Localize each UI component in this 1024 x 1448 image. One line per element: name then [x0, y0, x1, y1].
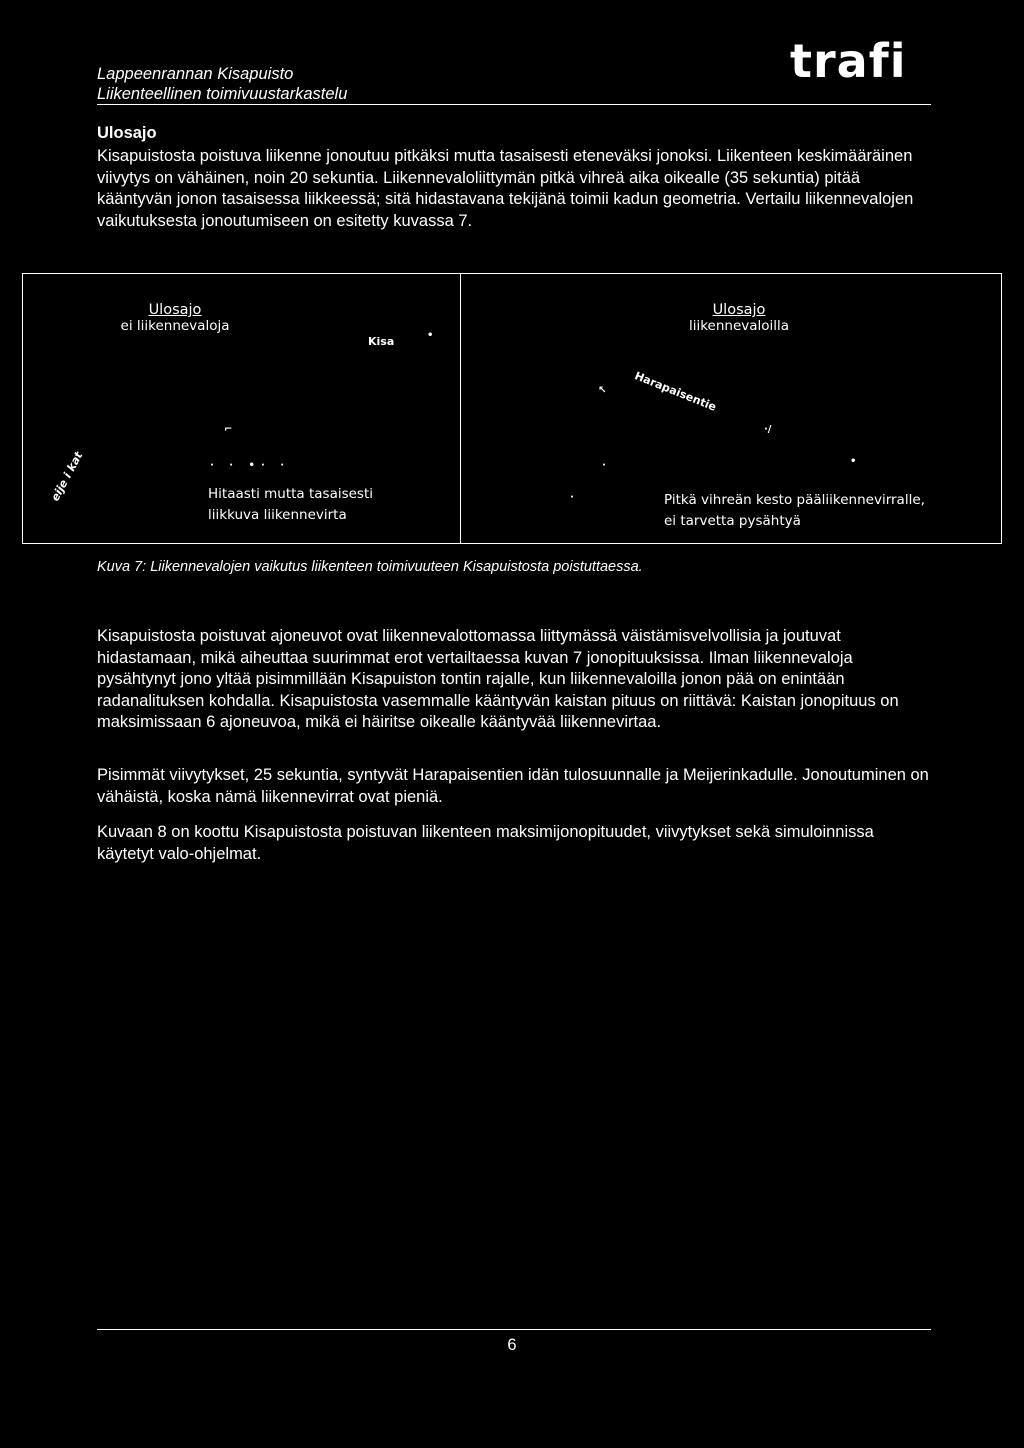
paragraph-1: Kisapuistosta poistuvat ajoneuvot ovat liikennevalottomassa liittymässä väistämisvelvollisia ja joutuvat hidastamaan, mikä aiheuttaa suurimmat erot vertailtaessa kuvan 7 jonopituuksissa. Ilman liikennevaloja pysähtynyt jono yltää pisimmillään Kisapuiston tontin rajalle, kun liikennevaloilla jonon pää on enintään radanalituksen kohdalla. Kisapuistosta vasemmalle kääntyvän kaistan pituus on riittävä: Kaistan jonopituus on maksimissaan 6 ajoneuvoa, mikä ei häiritse oikealle kääntyvää liikennevirtaa.: [97, 627, 899, 732]
figure-caption: Kuva 7: Liikennevalojen vaikutus liikenteen toimivuuteen Kisapuistosta poistuttaessa.: [97, 559, 643, 575]
map-mark-right4: ·: [570, 492, 574, 503]
left-panel-title: Ulosajo: [148, 302, 202, 318]
map-road-fragment-right2: ·/: [764, 424, 772, 435]
header-rule: [97, 104, 931, 105]
footer-rule: [97, 1329, 931, 1330]
left-note-line1: Hitaasti mutta tasaisesti: [208, 486, 374, 502]
page-number: 6: [507, 1336, 517, 1354]
header-title: Lappeenrannan Kisapuisto: [97, 65, 294, 83]
map-marker-dot-right: •: [850, 456, 857, 467]
right-note-line2: ei tarvetta pysähtyä: [664, 513, 801, 529]
map-mark-right3: ·: [602, 460, 606, 471]
left-panel-heading: [90, 302, 260, 334]
map-label-kisa: Kisa: [368, 335, 395, 348]
header-subtitle: Liikenteellinen toimivuustarkastelu: [97, 85, 348, 103]
trafi-logo: trafi: [790, 34, 907, 88]
left-note-line2: liikkuva liikennevirta: [208, 507, 347, 523]
map-road-fragment: ⌐: [224, 424, 233, 435]
left-panel-subtitle: ei liikennevaloja: [120, 318, 230, 334]
map-street-label-left: eije i kat: [48, 449, 86, 504]
right-panel-heading: [654, 302, 824, 334]
left-panel-note: [208, 484, 373, 526]
map-street-label-right: Harapaisentie: [632, 369, 719, 414]
map-road-dots: · · •· ·: [210, 460, 291, 471]
map-road-fragment-right: ↖: [598, 385, 607, 396]
figure-divider: [460, 273, 461, 544]
right-panel-title: Ulosajo: [712, 302, 766, 318]
paragraph-2: Pisimmät viivytykset, 25 sekuntia, syntyvät Harapaisentien idän tulosuunnalle ja Meijerinkadulle. Jonoutuminen on vähäistä, koska nämä liikennevirrat ovat pieniä.: [97, 766, 929, 806]
right-panel-subtitle: liikennevaloilla: [688, 318, 790, 334]
section-paragraph: Kisapuistosta poistuva liikenne jonoutuu pitkäksi mutta tasaisesti eteneväksi jonoksi. Liikenteen keskimääräinen viivytys on vähäinen, noin 20 sekuntia. Liikennevaloliittymän pitkä vihreä aika oikealle (35 sekuntia) pitää kääntyvän jonon tasaisessa liikkeessä; sitä hidastavana tekijänä toimii kadun geometria. Vertailu liikennevalojen vaikutuksesta jonoutumiseen on esitetty kuvassa 7.: [97, 147, 914, 230]
right-note-line1: Pitkä vihreän kesto pääliikennevirralle,: [664, 492, 925, 508]
section-title: Ulosajo: [97, 124, 157, 142]
right-panel-note: [664, 490, 925, 532]
map-marker-dot: •: [427, 330, 434, 341]
paragraph-3: Kuvaan 8 on koottu Kisapuistosta poistuvan liikenteen maksimijonopituudet, viivytykset sekä simuloinnissa käytetyt valo-ohjelmat.: [97, 823, 874, 863]
